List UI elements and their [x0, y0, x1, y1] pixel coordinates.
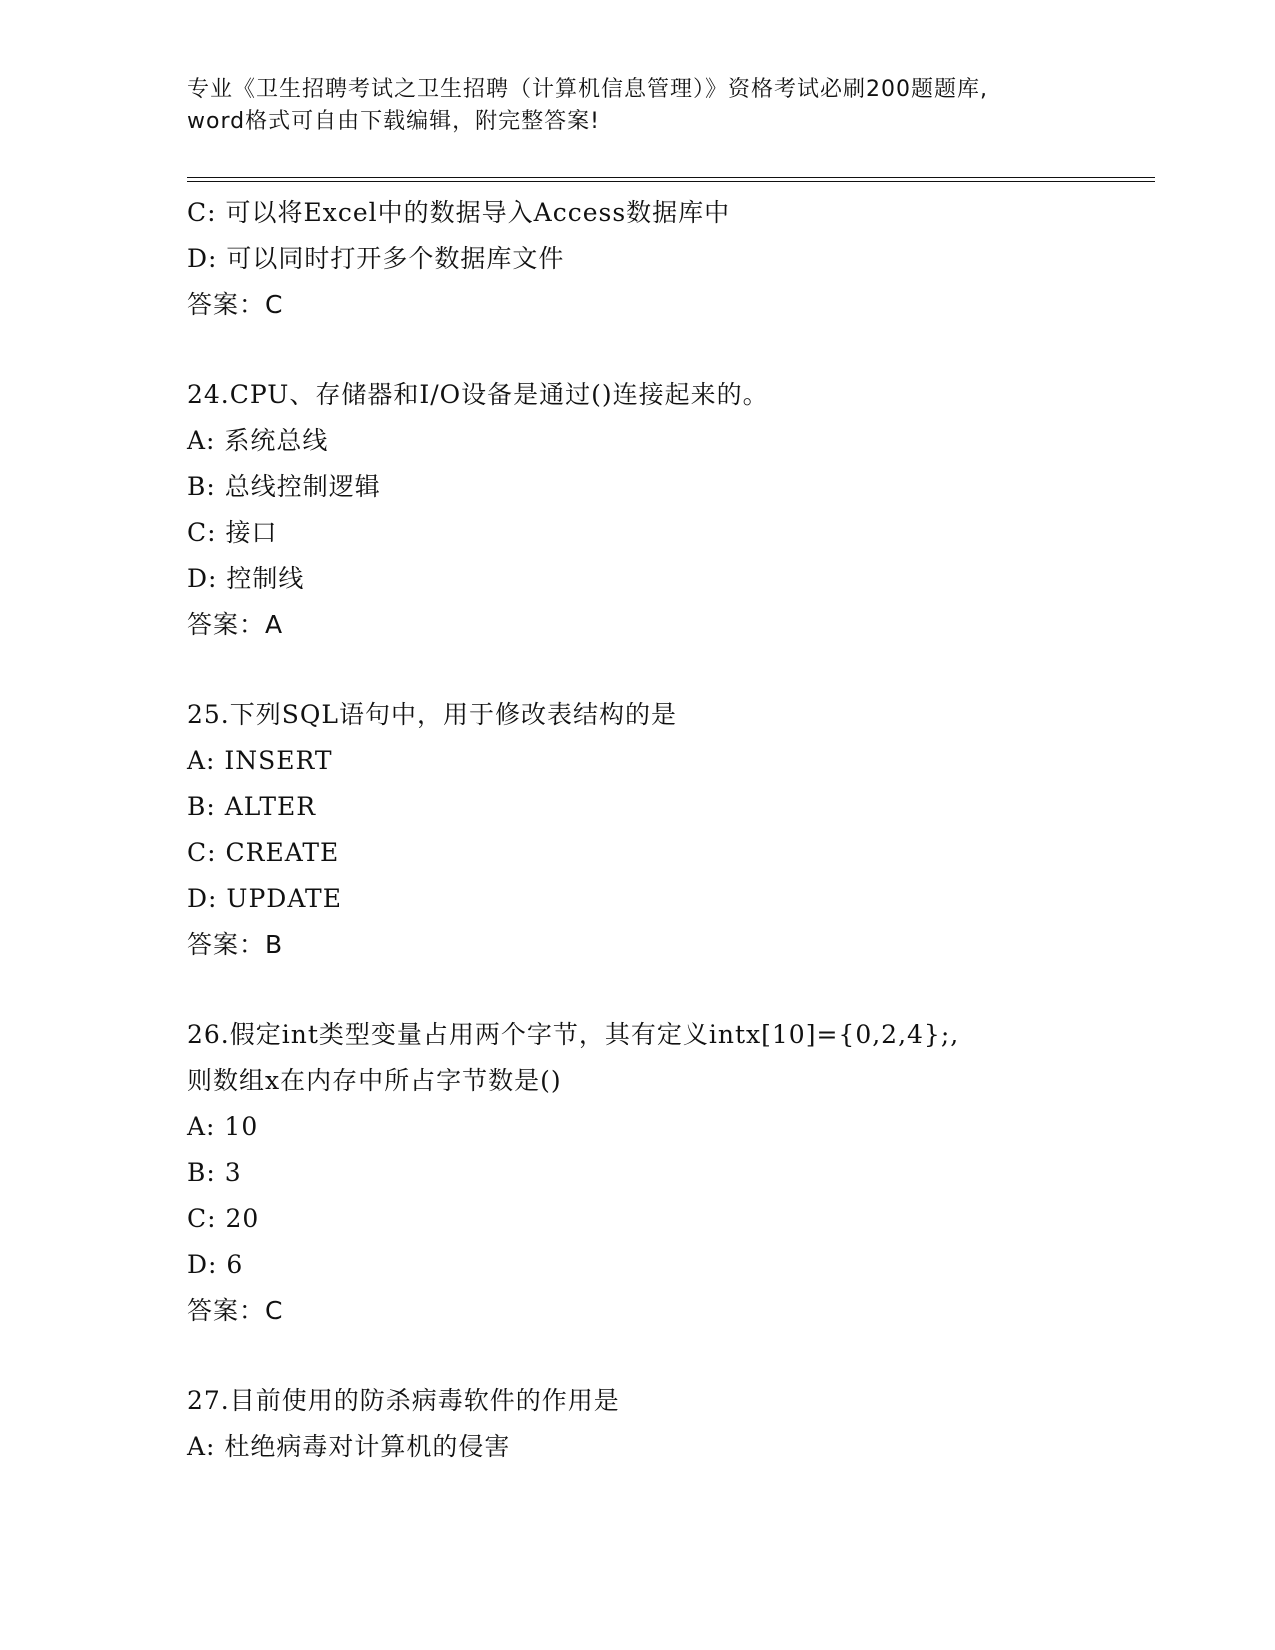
option-a: A: 系统总线	[187, 426, 329, 455]
option-a: A: 杜绝病毒对计算机的侵害	[187, 1432, 511, 1461]
option-d: D: 控制线	[187, 564, 305, 593]
option-a: A: INSERT	[187, 746, 333, 775]
question-24	[187, 372, 1147, 648]
option-b: B: 总线控制逻辑	[187, 472, 381, 501]
option-b: B: 3	[187, 1158, 242, 1187]
spacer	[187, 1334, 1147, 1378]
option-c: C: 可以将Excel中的数据导入Access数据库中	[187, 198, 731, 227]
option-a: A: 10	[187, 1112, 259, 1141]
question-23-continued	[187, 190, 1147, 328]
option-b: B: ALTER	[187, 792, 317, 821]
header-divider-bottom	[187, 181, 1155, 182]
spacer	[187, 968, 1147, 1012]
question-26	[187, 1012, 1147, 1334]
header-divider-top	[187, 177, 1155, 178]
option-d: D: UPDATE	[187, 884, 342, 913]
question-stem: 25.下列SQL语句中，用于修改表结构的是	[187, 700, 677, 729]
option-c: C: CREATE	[187, 838, 340, 867]
question-stem: 24.CPU、存储器和I/O设备是通过()连接起来的。	[187, 380, 769, 409]
answer: 答案：A	[187, 610, 284, 639]
option-c: C: 20	[187, 1204, 260, 1233]
question-stem-line-1: 26.假定int类型变量占用两个字节，其有定义intx[10]={0,2,4};,	[187, 1020, 960, 1049]
question-25	[187, 692, 1147, 968]
answer: 答案：B	[187, 930, 284, 959]
question-list	[187, 190, 1147, 1470]
answer: 答案：C	[187, 1296, 284, 1325]
option-d: D: 可以同时打开多个数据库文件	[187, 244, 565, 273]
question-27	[187, 1378, 1147, 1470]
answer: 答案：C	[187, 290, 284, 319]
question-stem-line-2: 则数组x在内存中所占字节数是()	[187, 1066, 562, 1095]
header-title-line-2: word格式可自由下载编辑，附完整答案!	[187, 109, 600, 134]
spacer	[187, 648, 1147, 692]
option-d: D: 6	[187, 1250, 244, 1279]
header-title-line-1: 专业《卫生招聘考试之卫生招聘（计算机信息管理）》资格考试必刷200题题库,	[187, 77, 988, 102]
question-stem: 27.目前使用的防杀病毒软件的作用是	[187, 1386, 620, 1415]
spacer	[187, 328, 1147, 372]
option-c: C: 接口	[187, 518, 278, 547]
document-header	[187, 74, 1087, 138]
